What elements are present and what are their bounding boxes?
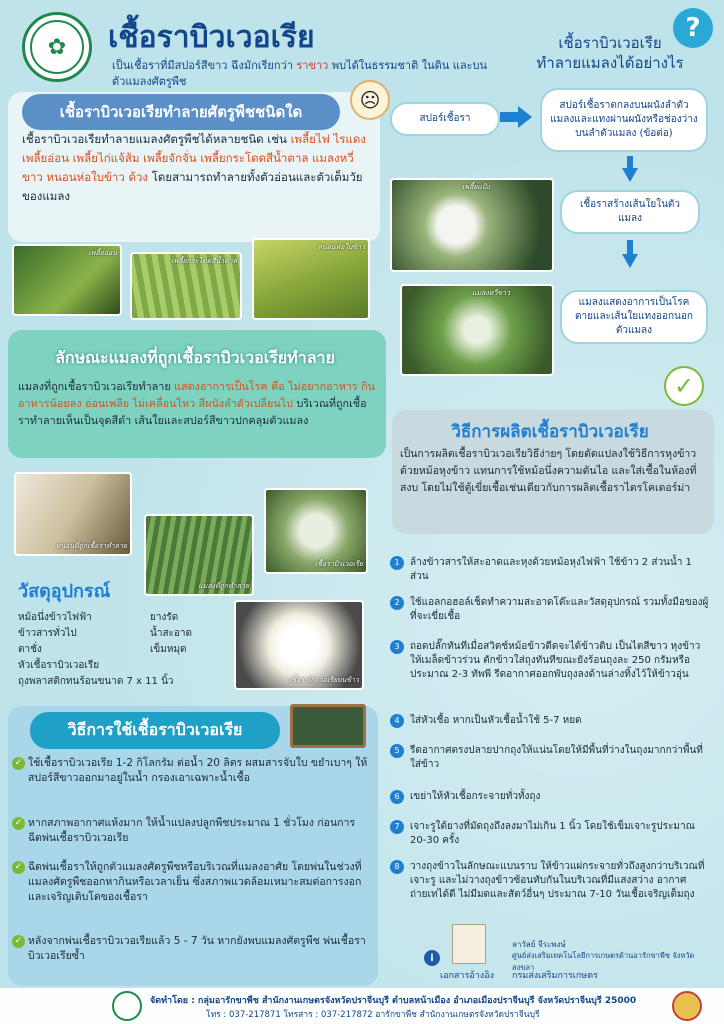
material-item: ตาชั่ง (18, 644, 42, 655)
step-number: 2 (390, 596, 404, 610)
reference-org: ศูนย์ส่งเสริมเทคโนโลยีการเกษตรด้านอารักขาพืช จังหวัดสงขลา (512, 951, 695, 972)
production-step (394, 596, 710, 624)
arrow-down-icon (622, 168, 638, 182)
flow-step-3: แมลงแสดงอาการเป็นโรคตายและเส้นใยแทงออกนอกตัวแมลง (560, 290, 708, 344)
material-item: ถุงพลาสติกทนร้อนขนาด 7 x 11 นิ้ว (18, 676, 174, 687)
symptoms-part: แมลงที่ถูกเชื้อราบิวเวอเรียทำลาย (18, 380, 175, 393)
arrow-right-head (518, 106, 532, 128)
photo-beauveria-fungus (264, 488, 368, 574)
step-number: 7 (390, 820, 404, 834)
page-subtitle (112, 58, 492, 90)
check-icon: ✓ (12, 861, 25, 874)
photo-infected-insect (144, 514, 254, 596)
footer-logo-2 (672, 991, 702, 1021)
usage-item (14, 756, 368, 786)
flow-title-line: ทำลายแมลงได้อย่างไร (536, 54, 684, 72)
production-step (394, 820, 710, 848)
material-item: ยางรัด (150, 612, 179, 623)
step-number: 6 (390, 790, 404, 804)
step-number: 1 (390, 556, 404, 570)
photo-caption: เพลี้ยกระโดดสีน้ำตาล (171, 257, 237, 265)
step-text: ใช้แอลกอฮอล์เช็ดทำความสะอาดโต๊ะและวัสดุอุปกรณ์ รวมทั้งมือของผู้ที่จะเขี่ยเชื้อ (410, 597, 709, 622)
reference-dept: กรมส่งเสริมการเกษตร (512, 971, 598, 981)
material-item: น้ำสะอาด (150, 628, 193, 639)
seal-icon: ✿ (30, 20, 84, 74)
flow-title-line: เชื้อราบิวเวอเรีย (558, 34, 662, 52)
production-step (394, 714, 710, 728)
photo-caption: เพลี้ยอ่อน (88, 249, 117, 257)
production-step (394, 556, 710, 584)
arrow-right-icon (500, 112, 520, 122)
production-step (394, 640, 710, 682)
arrow-down-icon (622, 254, 638, 268)
step-text: เขย่าให้หัวเชื้อกระจายทั่วทั้งถุง (410, 791, 541, 802)
symptoms-part: บริเวณที่ถูกเชื้อราทำลายเห็นเป็นจุดสีดำ เส้นใยและสปอร์สีขาวปกคลุมตัวแมลง (18, 397, 367, 427)
footer-address: จัดทำโดย : กลุ่มอารักขาพืช สำนักงานเกษตรจังหวัดปราจีนบุรี ตำบลหน้าเมือง อำเภอเมืองปราจีนบุรี จังหวัดปราจีนบุรี 25000 (150, 996, 637, 1006)
photo-aphid (12, 244, 122, 316)
step-number: 5 (390, 744, 404, 758)
page-title: เชื้อราบิวเวอเรีย (108, 20, 315, 55)
material-item: หม้อนึ่งข้าวไฟฟ้า (18, 612, 92, 623)
step-text: ล้างข้าวสารให้สะอาดและหุงด้วยหม้อหุงไฟฟ้า ใช้ข้าว 2 ส่วนน้ำ 1 ส่วน (410, 557, 692, 582)
photo-whitefly (400, 284, 554, 376)
reference-label: เอกสารอ้างอิง (440, 971, 494, 981)
confused-face-icon: ☹ (350, 80, 390, 120)
usage-text: ฉีดพ่นเชื้อราให้ถูกตัวแมลงศัตรูพืชหรือบริเวณที่แมลงอาศัย โดยพ่นในช่วงที่แมลงศัตรูพืชออกหากินหรือเวลาเย็น ซึ่งสภาพแวดล้อมเหมาะสมต่อการงอกและเจริญเติบโตของเชื้อรา (28, 861, 362, 903)
question-icon: ? (673, 8, 713, 48)
photo-caption: เพลี้ยแป้ง (462, 183, 490, 191)
subtitle-part: เป็นเชื้อราที่มีสปอร์สีขาว ฉึงมักเรียกว่า (112, 59, 297, 72)
flow-title (510, 33, 710, 73)
photo-infected-worm (14, 472, 132, 556)
material-item: หัวเชื้อราบิวเวอเรีย (18, 660, 100, 671)
flow-step-2: เชื้อราสร้างเส้นใยในตัวแมลง (560, 190, 700, 234)
pests-text (22, 130, 372, 206)
document-icon (452, 924, 486, 964)
symptoms-title: ลักษณะแมลงที่ถูกเชื้อราบิวเวอเรียทำลาย (55, 348, 335, 367)
photo-caption: หนอนห่อใบข้าว (317, 243, 365, 251)
footer-contact: โทร : 037-217871 โทรสาร : 037-217872 อารักขาพืช สำนักงานเกษตรจังหวัดปราจีนบุรี (206, 1010, 540, 1020)
pests-list: เพลี้ยไฟ ไรแดง เพลี้ยอ่อน เพลี้ยไก่แจ้ส้ม เพลี้ยจักจั่น เพลี้ยกระโดดสีน้ำตาล แมลงหวี่ขาว หนอนห่อใบข้าว ด้วง (22, 132, 366, 184)
production-title: วิธีการผลิตเชื้อราบิวเวอเรีย (451, 422, 649, 442)
material-item: ข้าวสารทั่วไป (18, 628, 77, 639)
photo-caption: เชื้อราบิวเวอเรียบนข้าว (288, 676, 359, 684)
check-icon: ✓ (12, 935, 25, 948)
photo-caption: แมลงที่ถูกทำลาย (198, 582, 249, 590)
reference-author: ลาวัลย์ จีระพงษ์ (512, 940, 566, 949)
photo-beauveria-rice (234, 600, 364, 690)
step-text: รีดอากาศตรงปลายปากถุงให้แน่นโดยให้มีพื้นที่ว่างในถุงมากกว่าพื้นที่ใส่ข้าว (410, 745, 703, 770)
flow-step-1: สปอร์เชื้อราตกลงบนผนังลำตัวแมลงและแทงผ่านผนังหรือช่องว่างบนลำตัวแมลง (ข้อต่อ) (540, 88, 708, 152)
blackboard-icon (290, 704, 366, 748)
pests-title: เชื้อราบิวเวอเรียทำลายศัตรูพืชชนิดใด (22, 94, 340, 130)
production-step (394, 744, 710, 772)
step-text: วางถุงข้าวในลักษณะแบนราบ ให้ข้าวแผ่กระจายทั่วถึงสูงกว่าบริเวณที่เจาะรู และไม่วางถุงข้าวซ้อนทับกันในบริเวณที่มีแสงสว่าง อากาศถ่ายเทได้ดี ไม่มีมดและสัตว์อื่นๆ ประมาณ 7-10 วันเชื้อเจริญเต็มถุง (410, 861, 705, 900)
photo-leaf-roller (252, 238, 370, 320)
step-text: เจาะรูใต้ยางที่มัดถุงถึงลงมาไม่เกิน 1 นิ้ว โดยใช้เข็มเจาะรูประมาณ 20-30 ครั้ง (410, 821, 695, 846)
check-icon: ✓ (12, 817, 25, 830)
check-icon: ✓ (12, 757, 25, 770)
step-number: 4 (390, 714, 404, 728)
pests-end: โดยสามารถทำลายทั้งตัวอ่อนและตัวเต็มวัยของแมลง (22, 170, 363, 203)
arrow-down-stem (627, 240, 633, 254)
usage-text: หลังจากพ่นเชื้อราบิวเวอเรียแล้ว 5 - 7 วัน หากยังพบแมลงศัตรูพืช พ่นเชื้อราบิวเวอเรียซ้ำ (28, 935, 366, 962)
spore-bubble: สปอร์เชื้อรา (390, 102, 500, 136)
usage-item (14, 816, 368, 846)
usage-item (14, 860, 368, 905)
materials-title: วัสดุอุปกรณ์ (18, 581, 111, 602)
agency-logo (22, 12, 92, 82)
symptoms-highlight: แสดงอาการเป็นโรค คือ ไม่อยากอาหาร กินอาหารน้อยลง อ่อนเพลีย ไม่เคลื่อนไหว สีผนังลำตัวเปลี่ยนไป (18, 380, 376, 410)
production-step (394, 790, 710, 804)
step-text: ถอดปลั๊กทันทีเมื่อสวิตช์หม้อข้าวดีดจะได้ข้าวดิบ เป็นไตสีขาว หุงข้าวให้เมล็ดข้าวร่วน ตักข้าวใส่ถุงทันทีขณะยังร้อนถุงละ 250 กรัมหรือประมาณ 2-3 ทัพพี รีดอากาศออกพับถุงลงด้านล่างทิ้งไว้ให้ข้าวอุ่น (410, 641, 701, 680)
photo-mealybug (390, 178, 554, 272)
production-intro: เป็นการผลิตเชื้อราบิวเวอเรียวิธีง่ายๆ โดยดัดแปลงใช้วิธีการหุงข้าวด้วยหม้อหุงข้าว แทนการใช้หม้อนึ่งความดันไอ และใส่เชื้อในห้องที่สงบ โดยไม่ใช้ตู้เขี่ยเชื้อเช่นเดียวกับการผลิตเชื้อราไตรโคเดอร์ม่า (400, 448, 697, 494)
subtitle-part: พบได้ในธรรมชาติ ในดิน และบนตัวแมลงศัตรูพืช (112, 59, 487, 88)
usage-text: หากสภาพอากาศแห้งมาก ให้น้ำแปลงปลูกพืชประมาณ 1 ชั่วโมง ก่อนการฉีดพ่นเชื้อราบิวเวอเรีย (28, 817, 356, 844)
arrow-down-stem (627, 156, 633, 168)
photo-planthopper (130, 252, 242, 320)
step-number: 3 (390, 640, 404, 654)
photo-caption: หนอนที่ถูกเชื้อราทำลาย (55, 542, 127, 550)
step-text: ใส่หัวเชื้อ หากเป็นหัวเชื้อน้ำใช้ 5-7 หยด (410, 715, 582, 726)
usage-text: ใช้เชื้อราบิวเวอเรีย 1-2 กิโลกรัม ต่อน้ำ 20 ลิตร ผสมสารจับใบ ขยำเบาๆ ให้สปอร์สีขาวออกมาอยู่ในน้ำ กรองเอาเฉพาะน้ำเชื้อ (28, 757, 368, 784)
step-number: 8 (390, 860, 404, 874)
photo-caption: เชื้อราบิวเวอเรีย (314, 560, 363, 568)
material-item: เข็มหมุด (150, 644, 187, 655)
usage-title: วิธีการใช้เชื้อราบิวเวอเรีย (30, 712, 280, 749)
pests-intro: เชื้อราบิวเวอเรียทำลายแมลงศัตรูพืชได้หลายชนิด เช่น (22, 132, 287, 146)
production-step (394, 860, 710, 902)
info-icon: i (424, 950, 440, 966)
subtitle-highlight: ราขาว (296, 59, 329, 72)
symptoms-text (18, 378, 378, 429)
photo-caption: แมลงหวี่ขาว (472, 289, 511, 297)
usage-item (14, 934, 368, 964)
checkmark-icon: ✓ (664, 366, 704, 406)
footer-logo (112, 991, 142, 1021)
